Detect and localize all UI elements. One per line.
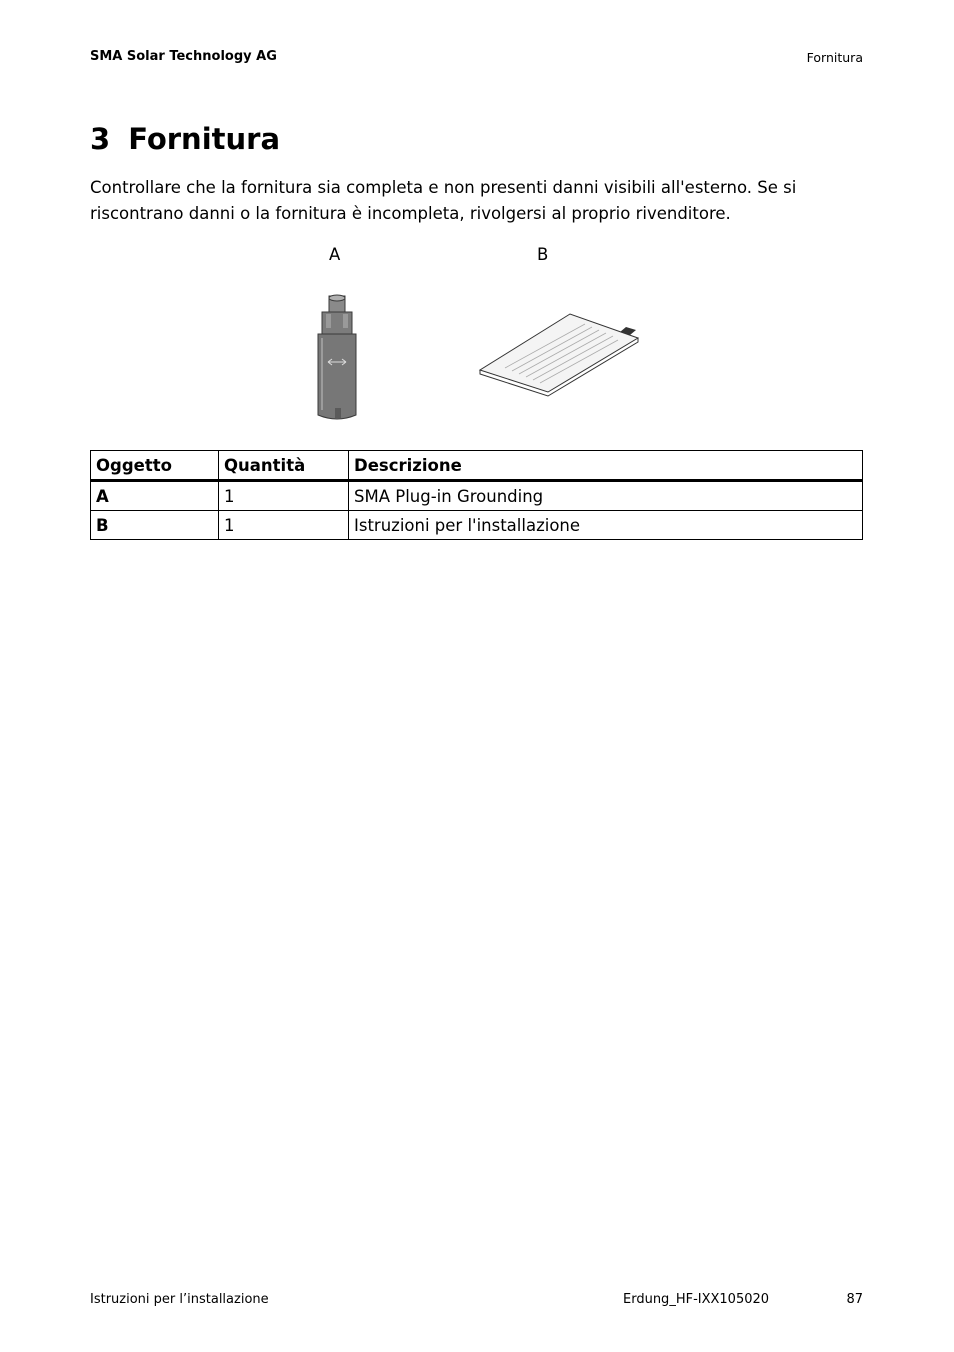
footer-doc-type: Istruzioni per l’installazione: [90, 1292, 269, 1307]
header-section: Fornitura: [806, 50, 863, 65]
row-quantity: 1: [219, 511, 349, 540]
intro-paragraph: Controllare che la fornitura sia completa e non presenti danni visibili all'esterno. Se si riscontrano danni o la fornitura è incompleta, rivolgersi al proprio rivenditore.: [90, 178, 797, 223]
table-header-row: [91, 451, 863, 481]
column-header-description: Descrizione: [349, 451, 863, 481]
footer-doc-code: Erdung_HF-IXX105020: [623, 1292, 770, 1307]
figure-label-a: A: [329, 245, 341, 264]
row-description: Istruzioni per l'installazione: [349, 511, 863, 540]
header-company: SMA Solar Technology AG: [90, 49, 277, 64]
delivery-illustration: [300, 290, 660, 430]
row-quantity: 1: [219, 481, 349, 511]
delivery-table: [90, 450, 863, 540]
row-object: B: [91, 511, 219, 540]
column-header-quantity: Quantità: [219, 451, 349, 481]
footer-page-number: 87: [846, 1292, 863, 1307]
table-row: [91, 481, 863, 511]
plug-in-grounding-illustration: [318, 295, 356, 419]
installation-manual-illustration: [480, 314, 638, 396]
section-title: Fornitura: [128, 122, 281, 156]
row-description: SMA Plug-in Grounding: [349, 481, 863, 511]
page-title: [90, 122, 280, 156]
figure-label-b: B: [537, 245, 549, 264]
column-header-object: Oggetto: [91, 451, 219, 481]
row-object: A: [91, 481, 219, 511]
table-row: [91, 511, 863, 540]
section-number: 3: [90, 122, 111, 156]
